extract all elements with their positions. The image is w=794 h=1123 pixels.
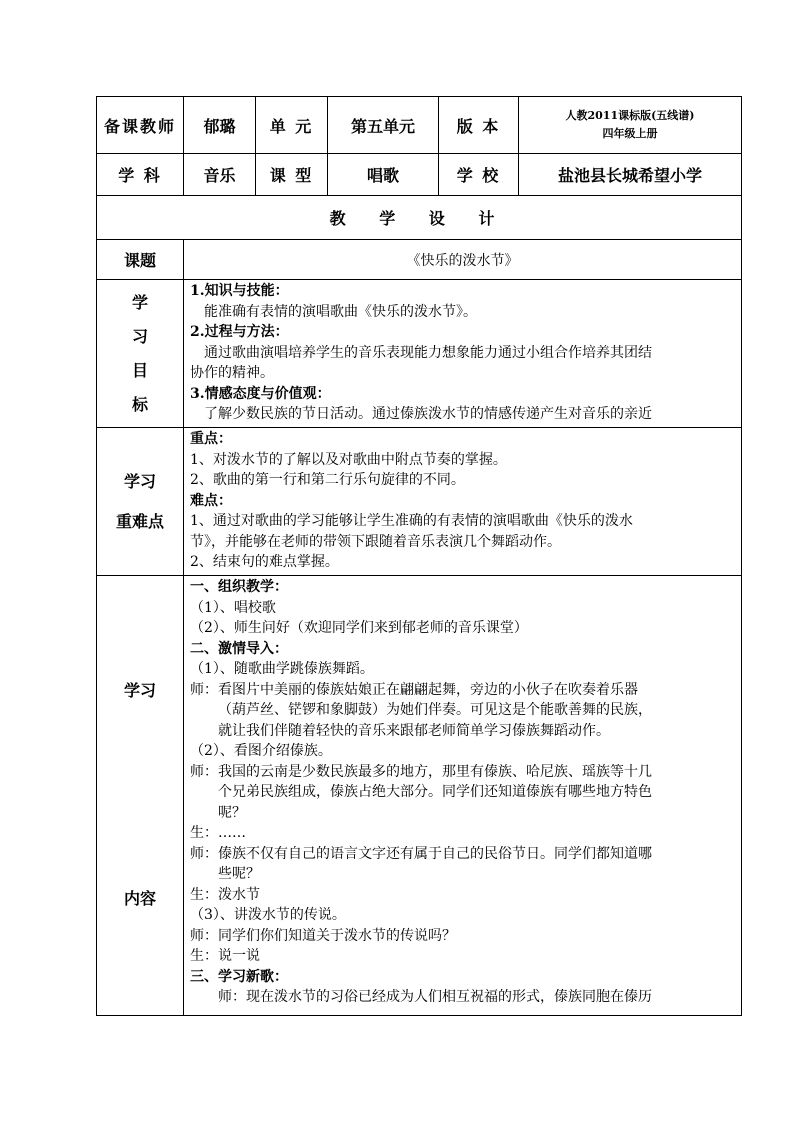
- key-points-text: 节》，并能够在老师的带领下跟随着音乐表演几个舞蹈动作。: [190, 533, 561, 550]
- objective-text: 了解少数民族的节日活动。通过傣族泼水节的情感传递产生对音乐的亲近: [204, 406, 652, 422]
- content-body: [184, 576, 742, 1016]
- teacher-label: 备课教师: [97, 97, 184, 154]
- content-label-top: 学习: [123, 681, 156, 700]
- key-points-heading: 难点：: [190, 492, 232, 509]
- objective-text: 能准确有表情的演唱歌曲《快乐的泼水节》。: [204, 303, 477, 320]
- topic-value: 《快乐的泼水节》: [184, 240, 742, 280]
- content-line: （葫芦丝、铓锣和象脚鼓）为她们伴奏。可见这是个能歌善舞的民族，: [218, 702, 652, 718]
- content-label-bottom: 内容: [123, 889, 156, 908]
- design-title-row: [97, 196, 742, 240]
- content-line: 生：说一说: [190, 948, 260, 964]
- key-points-label-line: 重难点: [115, 511, 164, 531]
- unit-label: 单 元: [256, 97, 328, 154]
- content-line: 些呢？: [218, 866, 260, 882]
- objective-text: 协作的精神。: [190, 365, 274, 381]
- content-line: （2）、师生问好（欢迎同学们来到郁老师的音乐课堂）: [190, 620, 528, 636]
- school-value: 盐池县长城希望小学: [519, 154, 742, 196]
- content-line: 师：看图片中美丽的傣族姑娘正在翩翩起舞，旁边的小伙子在吹奏着乐器: [190, 681, 638, 698]
- content-line: 生：……: [190, 825, 246, 841]
- objective-heading: 1.知识与技能：: [190, 283, 289, 299]
- unit-value: 第五单元: [328, 97, 439, 154]
- lesson-type-label: 课 型: [256, 154, 328, 196]
- key-points-text: 1、对泼水节的了解以及对歌曲中附点节奏的掌握。: [190, 451, 507, 468]
- content-row: [97, 576, 742, 1016]
- content-line: 个兄弟民族组成，傣族占绝大部分。同学们还知道傣族有哪些地方特色: [218, 784, 652, 800]
- edition-value: [519, 97, 742, 154]
- section-heading: 二、激情导入：: [190, 640, 288, 657]
- key-points-text: 2、结束句的难点掌握。: [190, 554, 339, 570]
- key-points-content: [184, 428, 742, 576]
- content-label: [97, 576, 184, 1016]
- key-points-text: 2、歌曲的第一行和第二行乐句旋律的不同。: [190, 472, 465, 488]
- edition-line-2: 四年级上册: [602, 127, 658, 140]
- content-line: 师：我国的云南是少数民族最多的地方，那里有傣族、哈尼族、瑶族等十几: [190, 763, 652, 780]
- objectives-label-char: 标: [131, 394, 148, 414]
- objective-heading: 2.过程与方法：: [190, 324, 289, 340]
- header-row-1: [97, 97, 742, 154]
- objectives-label-char: 习: [131, 326, 148, 346]
- lesson-plan-table: [96, 96, 742, 1016]
- key-points-text: 1、通过对歌曲的学习能够让学生准确的有表情的演唱歌曲《快乐的泼水: [190, 513, 633, 529]
- section-heading: 一、组织教学：: [190, 579, 288, 595]
- edition-label: 版 本: [439, 97, 519, 154]
- subject-label: 学 科: [97, 154, 184, 196]
- content-line: 呢？: [218, 804, 246, 821]
- topic-label: 课题: [97, 240, 184, 280]
- school-label: 学 校: [439, 154, 519, 196]
- objectives-content: [184, 280, 742, 428]
- objectives-label-char: 目: [131, 360, 148, 380]
- content-line: 就让我们伴随着轻快的音乐来跟郁老师简单学习傣族舞蹈动作。: [218, 722, 610, 739]
- key-points-row: [97, 428, 742, 576]
- subject-value: 音乐: [184, 154, 256, 196]
- content-line: 师：同学们你们知道关于泼水节的传说吗？: [190, 927, 456, 944]
- objectives-row: [97, 280, 742, 428]
- content-line: 师：傣族不仅有自己的语言文字还有属于自己的民俗节日。同学们都知道哪: [190, 845, 652, 862]
- header-row-2: [97, 154, 742, 196]
- objectives-label: [97, 280, 184, 428]
- key-points-label: [97, 428, 184, 576]
- content-line: 生：泼水节: [190, 886, 260, 903]
- objectives-label-char: 学: [131, 292, 148, 312]
- key-points-heading: 重点：: [190, 431, 232, 447]
- content-line: 师：现在泼水节的习俗已经成为人们相互祝福的形式，傣族同胞在傣历: [218, 989, 652, 1005]
- content-line: （3）、讲泼水节的传说。: [190, 907, 346, 923]
- objective-text: 通过歌曲演唱培养学生的音乐表现能力想象能力通过小组合作培养其团结: [204, 344, 652, 361]
- teacher-name: 郁璐: [184, 97, 256, 154]
- content-line: （2）、看图介绍傣族。: [190, 743, 332, 759]
- section-heading: 三、学习新歌：: [190, 968, 288, 985]
- key-points-label-line: 学习: [123, 471, 156, 491]
- content-line: （1）、随歌曲学跳傣族舞蹈。: [190, 661, 374, 677]
- lesson-type-value: 唱歌: [328, 154, 439, 196]
- content-line: （1）、唱校歌: [190, 599, 276, 616]
- objective-heading: 3.情感态度与价值观：: [190, 385, 331, 402]
- topic-row: [97, 240, 742, 280]
- design-title: 教 学 设 计: [97, 196, 742, 240]
- edition-line-1: 人教2011课标版(五线谱): [565, 109, 695, 122]
